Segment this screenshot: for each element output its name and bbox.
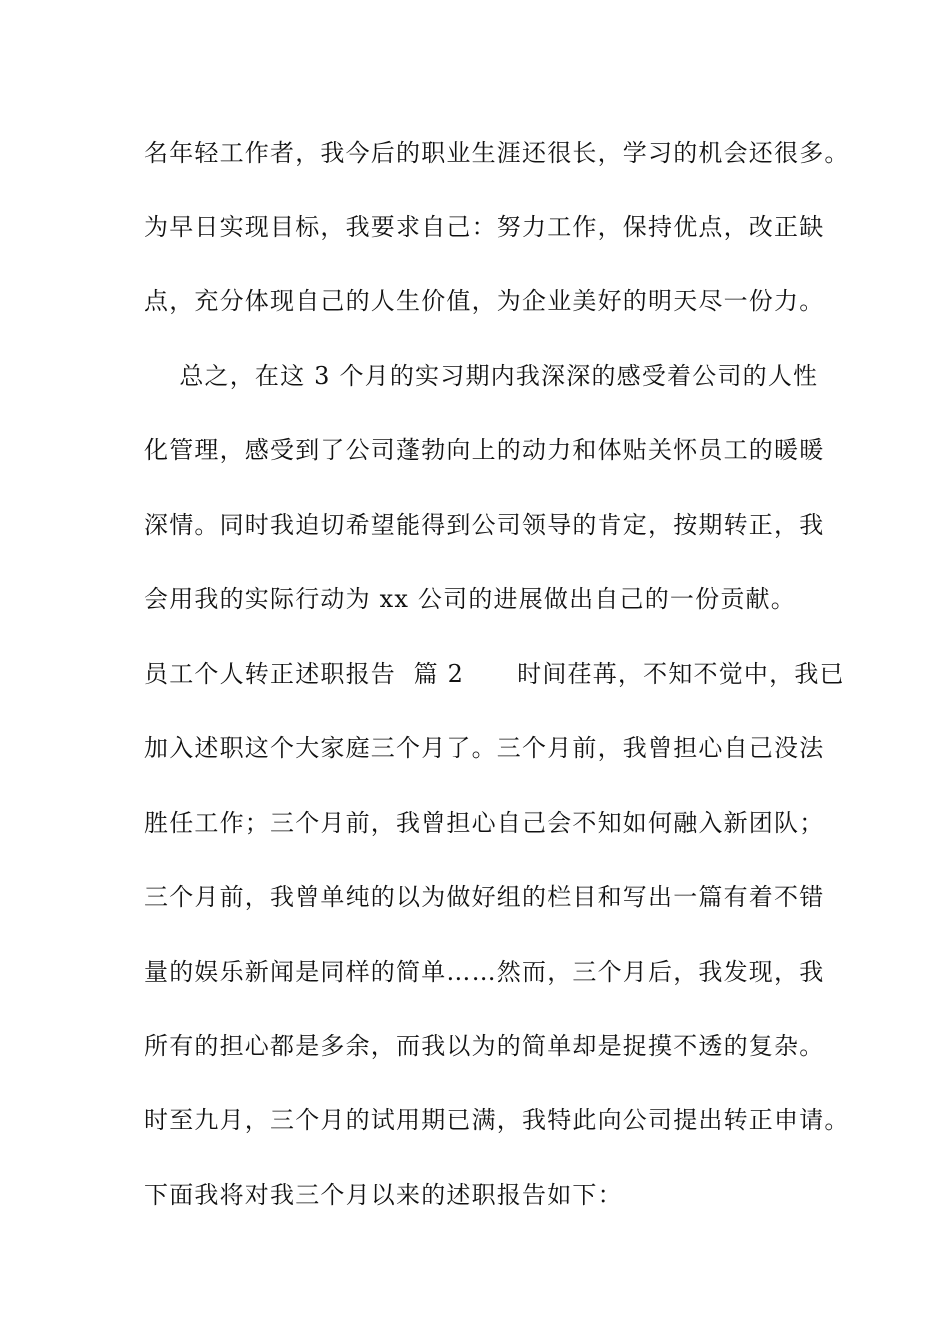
text-line: 化管理，感受到了公司蓬勃向上的动力和体贴关怀员工的暖暖 — [144, 436, 825, 464]
text-line: 深情。同时我迫切希望能得到公司领导的肯定，按期转正，我 — [144, 511, 825, 539]
text-line: 名年轻工作者，我今后的职业生涯还很长，学习的机会还很多。 — [144, 139, 850, 167]
text-line: 三个月前，我曾单纯的以为做好组的栏目和写出一篇有着不错 — [144, 883, 825, 911]
text-line: 下面我将对我三个月以来的述职报告如下： — [144, 1181, 623, 1209]
section-heading-line: 员工个人转正述职报告 篇 2 时间荏苒，不知不觉中，我已 — [144, 660, 845, 688]
text-line: 胜任工作；三个月前，我曾担心自己会不知如何融入新团队； — [144, 809, 825, 837]
text-line: 点，充分体现自己的人生价值，为企业美好的明天尽一份力。 — [144, 287, 825, 315]
text-line: 总之，在这 3 个月的实习期内我深深的感受着公司的人性 — [144, 362, 819, 390]
text-line: 会用我的实际行动为 xx 公司的进展做出自己的一份贡献。 — [144, 585, 796, 613]
text-line: 所有的担心都是多余，而我以为的简单却是捉摸不透的复杂。 — [144, 1032, 825, 1060]
text-line: 时至九月，三个月的试用期已满，我特此向公司提出转正申请。 — [144, 1106, 850, 1134]
text-line: 为早日实现目标，我要求自己：努力工作，保持优点，改正缺 — [144, 213, 825, 241]
text-line: 量的娱乐新闻是同样的简单……然而，三个月后，我发现，我 — [144, 958, 825, 986]
text-line: 加入述职这个大家庭三个月了。三个月前，我曾担心自己没法 — [144, 734, 825, 762]
